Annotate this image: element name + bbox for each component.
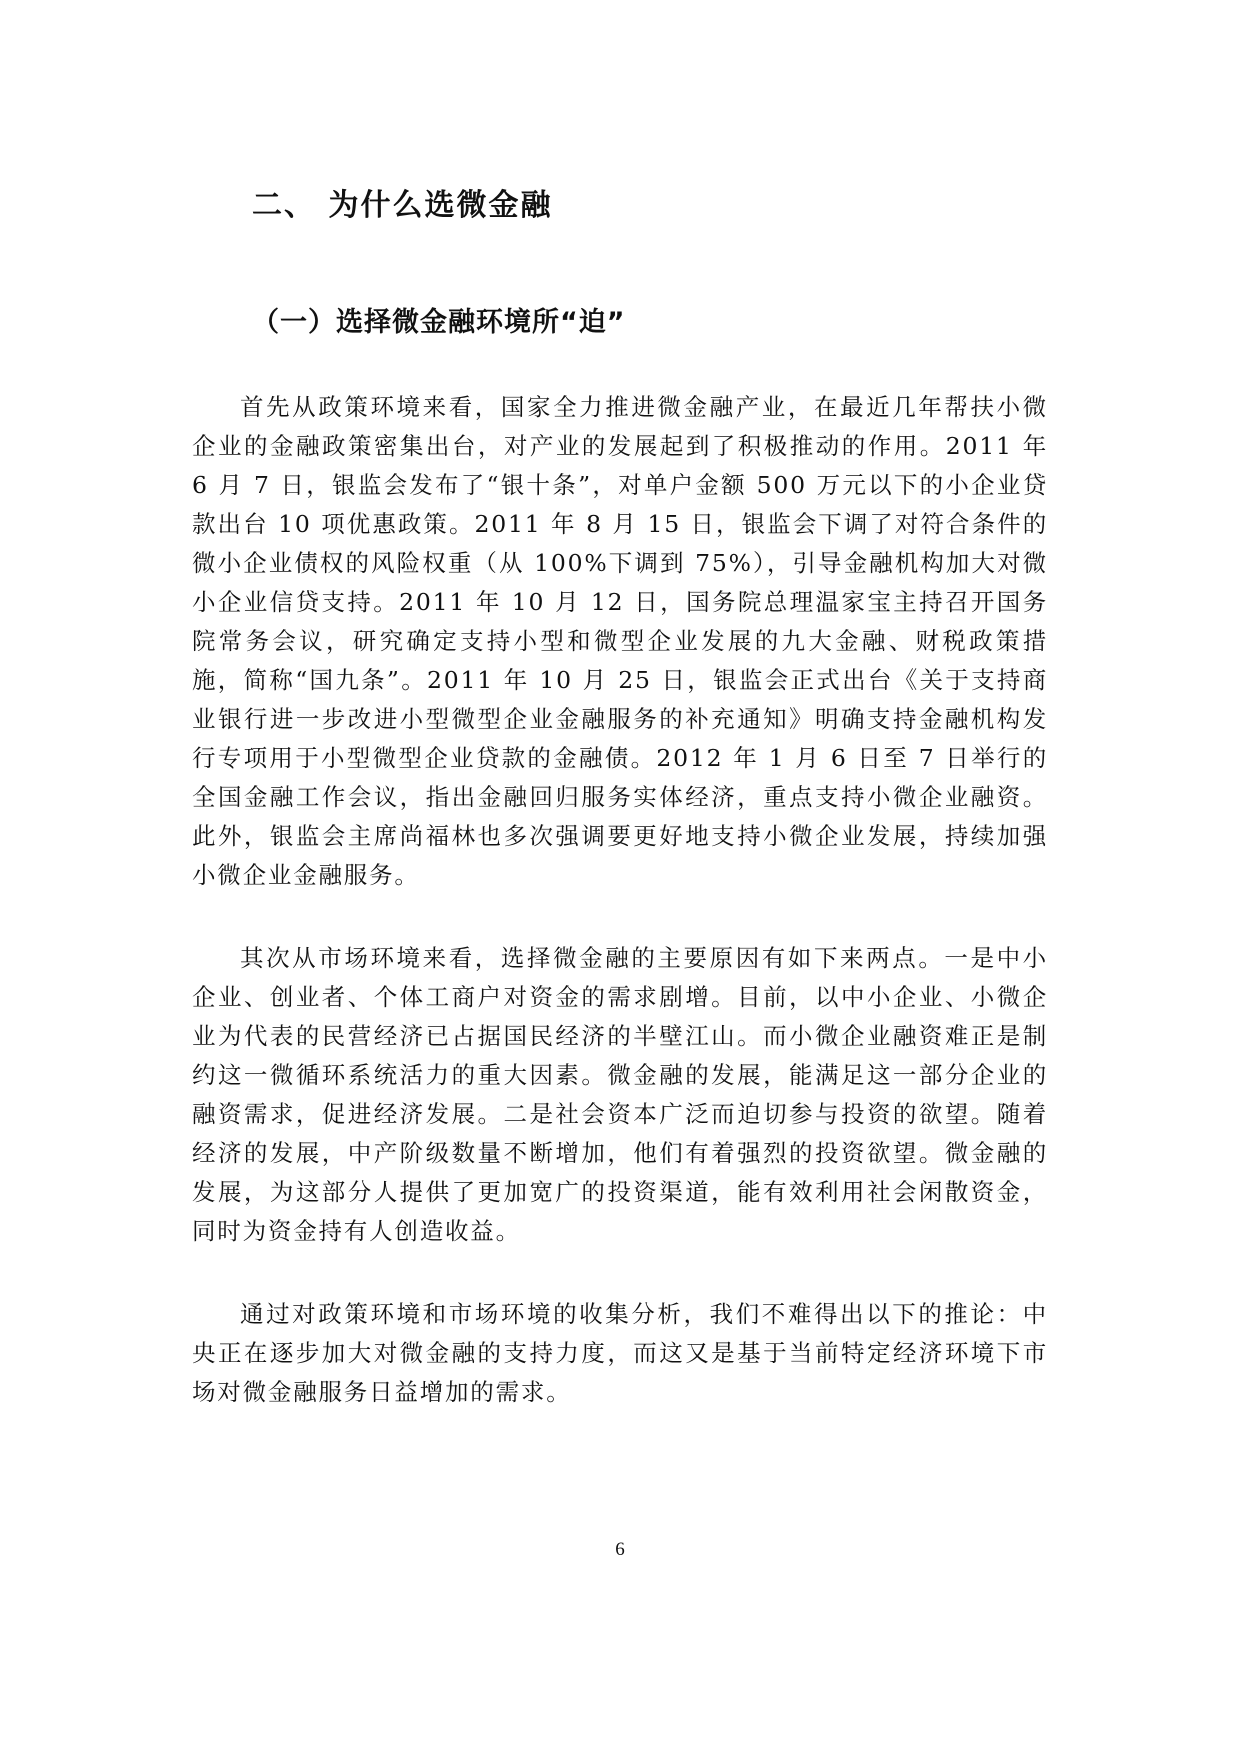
paragraph-policy-environment: 首先从政策环境来看，国家全力推进微金融产业，在最近几年帮扶小微企业的金融政策密集出台，对产业的发展起到了积极推动的作用。2011 年 6 月 7 日，银监会发布了“银十条”，对单户金额 500 万元以下的小企业贷款出台 10 项优惠政策。2011 年 8 月 15 日，银监会下调了对符合条件的微小企业债权的风险权重（从 100%下调到 75%），引导金融机构加大对微小企业信贷支持。2011 年 10 月 12 日，国务院总理温家宝主持召开国务院常务会议，研究确定支持小型和微型企业发展的九大金融、财税政策措施，简称“国九条”。2011 年 10 月 25 日，银监会正式出台《关于支持商业银行进一步改进小型微型企业金融服务的补充通知》明确支持金融机构发行专项用于小型微型企业贷款的金融债。2012 年 1 月 6 日至 7 日举行的全国金融工作会议，指出金融回归服务实体经济，重点支持小微企业融资。此外，银监会主席尚福林也多次强调要更好地支持小微企业发展，持续加强小微企业金融服务。 [192, 393, 1048, 889]
chapter-title: 二、 为什么选微金融 [252, 188, 553, 223]
page-content [192, 186, 1048, 1412]
paragraph-market-environment: 其次从市场环境来看，选择微金融的主要原因有如下来两点。一是中小企业、创业者、个体工商户对资金的需求剧增。目前，以中小企业、小微企业为代表的民营经济已占据国民经济的半壁江山。而小微企业融资难正是制约这一微循环系统活力的重大因素。微金融的发展，能满足这一部分企业的融资需求，促进经济发展。二是社会资本广泛而迫切参与投资的欲望。随着经济的发展，中产阶级数量不断增加，他们有着强烈的投资欲望。微金融的发展，为这部分人提供了更加宽广的投资渠道，能有效利用社会闲散资金，同时为资金持有人创造收益。 [192, 944, 1048, 1245]
paragraph-conclusion: 通过对政策环境和市场环境的收集分析，我们不难得出以下的推论：中央正在逐步加大对微金融的支持力度，而这又是基于当前特定经济环境下市场对微金融服务日益增加的需求。 [192, 1300, 1048, 1406]
page-number: 6 [615, 1539, 625, 1560]
section-title: （一）选择微金融环境所“迫” [252, 307, 626, 338]
